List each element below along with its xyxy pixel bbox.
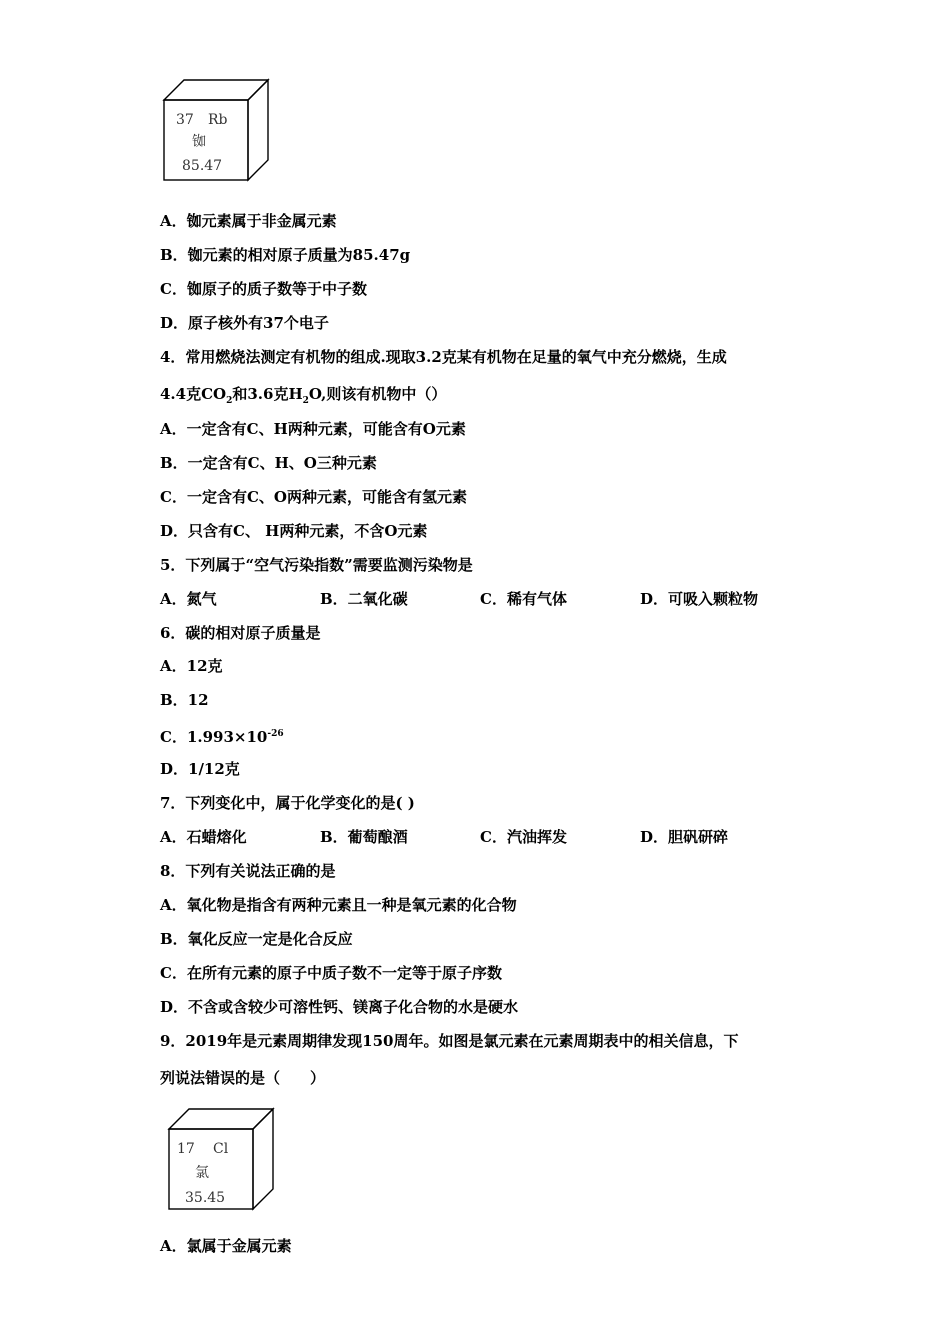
q4-stem-part-a: 4.4克CO <box>160 385 227 403</box>
q4-sub-h2o: 2 <box>302 396 309 406</box>
q4-option-a: A．一定含有C、H两种元素，可能含有O元素 <box>160 420 466 438</box>
q8-stem: 8．下列有关说法正确的是 <box>160 862 336 880</box>
q8-option-a: A．氧化物是指含有两种元素且一种是氧元素的化合物 <box>160 896 517 914</box>
q4-sub-co2: 2 <box>226 396 233 406</box>
q9-stem-line1: 9．2019年是元素周期律发现150周年。如图是氯元素在元素周期表中的相关信息，下 <box>160 1032 739 1050</box>
q5-options-row <box>160 589 800 609</box>
q6-stem: 6．碳的相对原子质量是 <box>160 624 321 642</box>
q8-option-b: B．氧化反应一定是化合反应 <box>160 930 353 948</box>
q7-option-a: A．石蜡熔化 <box>160 828 247 846</box>
q5-option-b: B．二氧化碳 <box>320 590 408 608</box>
q6-option-c-exp: -26 <box>267 729 284 739</box>
q3-option-d: D．原子核外有37个电子 <box>160 314 329 332</box>
q7-stem: 7．下列变化中，属于化学变化的是( ) <box>160 794 415 812</box>
q6-option-c-base: C．1.993×10 <box>160 728 268 746</box>
q4-stem-line2 <box>160 384 446 411</box>
q5-option-d: D．可吸入颗粒物 <box>640 590 759 608</box>
q3-option-a: A．铷元素属于非金属元素 <box>160 212 337 230</box>
q6-option-c <box>160 724 284 747</box>
rb-name: 铷 <box>192 134 206 150</box>
q3-option-b: B．铷元素的相对原子质量为85.47g <box>160 246 411 264</box>
q4-option-b: B．一定含有C、H、O三种元素 <box>160 454 377 472</box>
q9-option-a: A．氯属于金属元素 <box>160 1237 292 1255</box>
q6-option-b: B．12 <box>160 691 209 709</box>
q6-option-d: D．1/12克 <box>160 760 240 778</box>
cl-atomic-number: 17 <box>177 1141 195 1157</box>
q6-option-a: A．12克 <box>160 657 223 675</box>
q4-stem-part-b: 和3.6克H <box>232 385 303 403</box>
rb-atomic-number: 37 <box>176 112 194 128</box>
q7-option-c: C．汽油挥发 <box>480 828 567 846</box>
cl-symbol: Cl <box>213 1141 229 1157</box>
rb-symbol: Rb <box>208 112 228 128</box>
q4-stem-part-c: O,则该有机物中（） <box>308 385 447 403</box>
rb-element-box <box>162 78 272 182</box>
q7-option-b: B．葡萄酿酒 <box>320 828 408 846</box>
cl-mass: 35.45 <box>185 1190 226 1206</box>
rb-mass: 85.47 <box>182 158 223 174</box>
q5-option-a: A．氮气 <box>160 590 217 608</box>
q4-option-c: C．一定含有C、O两种元素，可能含有氢元素 <box>160 488 467 506</box>
q4-stem-line1: 4．常用燃烧法测定有机物的组成.现取3.2克某有机物在足量的氧气中充分燃烧，生成 <box>160 348 727 366</box>
q7-options-row <box>160 827 800 847</box>
q5-option-c: C．稀有气体 <box>480 590 567 608</box>
cl-element-box <box>167 1107 277 1211</box>
q9-stem-line2: 列说法错误的是（ ） <box>160 1069 326 1087</box>
q5-stem: 5．下列属于“空气污染指数”需要监测污染物是 <box>160 556 473 574</box>
q3-option-c: C．铷原子的质子数等于中子数 <box>160 280 367 298</box>
q7-option-d: D．胆矾研碎 <box>640 828 729 846</box>
cl-name: 氯 <box>195 1165 209 1181</box>
q8-option-d: D．不含或含较少可溶性钙、镁离子化合物的水是硬水 <box>160 998 519 1016</box>
q8-option-c: C．在所有元素的原子中质子数不一定等于原子序数 <box>160 964 502 982</box>
q4-option-d: D．只含有C、 H两种元素，不含O元素 <box>160 522 428 540</box>
